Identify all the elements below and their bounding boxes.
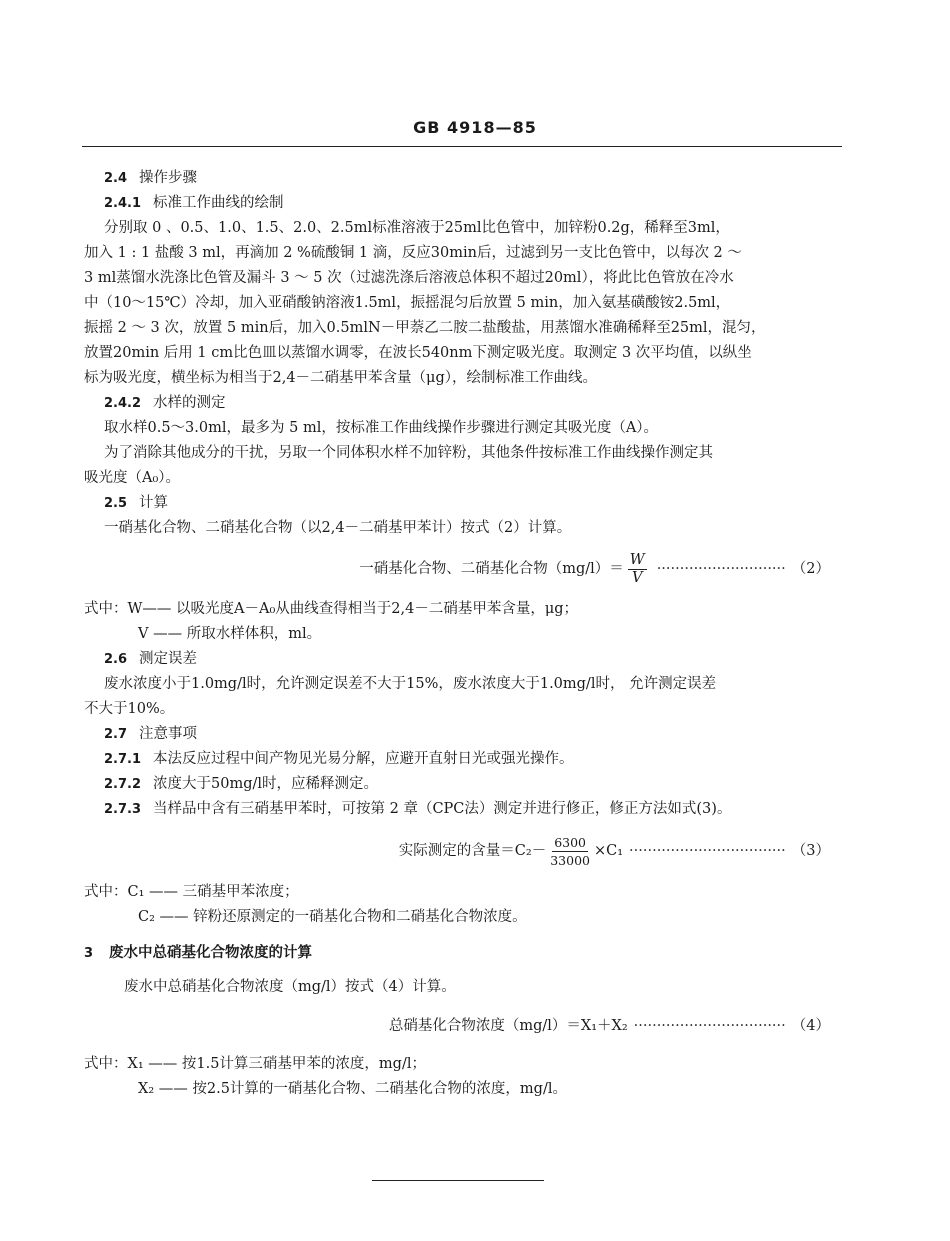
section-2-4-2-heading <box>84 391 836 416</box>
section-2-7-heading <box>84 722 836 747</box>
definition: C₁ —— 三硝基甲苯浓度； <box>127 884 299 900</box>
paragraph-line: 废水浓度小于1.0mg/l时，允许测定误差不大于15%，废水浓度大于1.0mg/l时， 允许测定误差 <box>104 676 717 692</box>
leader-dots: ································· <box>633 1017 786 1034</box>
list-item <box>84 772 836 797</box>
fraction-numerator: 6300 <box>554 834 586 850</box>
formula-fraction <box>550 834 590 869</box>
item-number: 2.7.3 <box>104 802 142 817</box>
section-number: 2.4 <box>104 171 128 186</box>
fraction-denominator: V <box>632 569 643 586</box>
list-item <box>84 747 836 772</box>
section-2-4-1-heading <box>84 191 836 216</box>
standard-code-header: GB 4918—85 <box>413 118 537 137</box>
section-number: 3 <box>84 946 94 961</box>
definition: W—— 以吸光度A－A₀从曲线查得相当于2,4－二硝基甲苯含量，μg； <box>127 601 579 617</box>
section-2-4-1-paragraph <box>84 216 836 391</box>
where-w-line <box>84 597 836 622</box>
definition: X₂ —— 按2.5计算的一硝基化合物、二硝基化合物的浓度，mg/l。 <box>138 1081 567 1097</box>
formula-number: （2） <box>791 560 830 577</box>
paragraph-line: 废水中总硝基化合物浓度（mg/l）按式（4）计算。 <box>124 979 456 995</box>
section-title: 标准工作曲线的绘制 <box>153 195 284 211</box>
section-title: 测定误差 <box>139 651 198 667</box>
paragraph-line: 取水样0.5～3.0ml，最多为 5 ml，按标准工作曲线操作步骤进行测定其吸光度（A）。 <box>104 420 659 436</box>
section-2-4-heading <box>84 166 836 191</box>
paragraph-line: 振摇 2 ～ 3 次，放置 5 min后，加入0.5mlN－甲萘乙二胺二盐酸盐，用蒸馏水准确稀释至25ml，混匀， <box>84 320 766 336</box>
list-item <box>84 797 836 822</box>
paragraph-line: 标为吸光度，横坐标为相当于2,4－二硝基甲苯含量（μg），绘制标准工作曲线。 <box>84 370 598 386</box>
leader-dots: ···························· <box>656 560 786 577</box>
item-text: 浓度大于50mg/l时，应稀释测定。 <box>153 776 379 792</box>
paragraph-line: 吸光度（A₀）。 <box>84 470 181 486</box>
formula-number: （4） <box>791 1017 830 1034</box>
item-text: 当样品中含有三硝基甲苯时，可按第 2 章（CPC法）测定并进行修正，修正方法如式(3)。 <box>153 801 732 817</box>
section-title: 水样的测定 <box>153 395 226 411</box>
document-body <box>84 166 836 1102</box>
formula-2 <box>84 551 836 587</box>
definition: X₁ —— 按1.5计算三硝基甲苯的浓度，mg/l； <box>127 1056 426 1072</box>
definition: V —— 所取水样体积，ml。 <box>138 626 322 642</box>
header-rule <box>82 146 842 147</box>
footer-rule <box>372 1180 544 1181</box>
paragraph-line: 不大于10%。 <box>84 701 175 717</box>
formula-lhs: 实际测定的含量＝C₂－ <box>398 842 547 859</box>
formula-rhs: ×C₁ <box>593 842 624 859</box>
item-text: 本法反应过程中间产物见光易分解，应避开直射日光或强光操作。 <box>153 751 574 767</box>
fraction-denominator: 33000 <box>550 852 590 868</box>
where-label: 式中： <box>84 1056 128 1072</box>
paragraph-line: 3 ml蒸馏水洗涤比色管及漏斗 3 ～ 5 次（过滤洗涤后溶液总体积不超过20ml），将此比色管放在冷水 <box>84 270 734 286</box>
item-number: 2.7.1 <box>104 752 142 767</box>
where-label: 式中： <box>84 884 128 900</box>
where-c1-line <box>84 880 836 905</box>
section-number: 2.4.2 <box>104 396 142 411</box>
section-title: 废水中总硝基化合物浓度的计算 <box>109 944 313 961</box>
paragraph-line: 加入 1 : 1 盐酸 3 ml，再滴加 2 %硫酸铜 1 滴，反应30min后，过滤到另一支比色管中，以每次 2 ～ <box>84 245 742 261</box>
formula-number: （3） <box>791 842 830 859</box>
fraction-numerator: W <box>629 551 645 568</box>
item-number: 2.7.2 <box>104 777 142 792</box>
section-number: 2.4.1 <box>104 196 142 211</box>
where-x1-line <box>84 1052 836 1077</box>
section-2-5-heading <box>84 491 836 516</box>
paragraph-line: 放置20min 后用 1 cm比色皿以蒸馏水调零，在波长540nm下测定吸光度。取测定 3 次平均值，以纵坐 <box>84 345 752 361</box>
section-3-heading <box>84 940 836 965</box>
formula-3 <box>84 832 836 870</box>
paragraph-line: 为了消除其他成分的干扰，另取一个同体积水样不加锌粉，其他条件按标准工作曲线操作测定其 <box>104 445 713 461</box>
formula-lhs: 总硝基化合物浓度（mg/l）＝X₁＋X₂ <box>388 1017 628 1034</box>
where-label: 式中： <box>84 601 128 617</box>
section-title: 操作步骤 <box>139 170 198 186</box>
section-title: 计算 <box>139 495 169 511</box>
formula-lhs: 一硝基化合物、二硝基化合物（mg/l）＝ <box>359 560 624 577</box>
definition: C₂ —— 锌粉还原测定的一硝基化合物和二硝基化合物浓度。 <box>138 909 527 925</box>
paragraph-line: 一硝基化合物、二硝基化合物（以2,4－二硝基甲苯计）按式（2）计算。 <box>104 520 572 536</box>
formula-fraction <box>628 552 647 587</box>
section-title: 注意事项 <box>139 726 198 742</box>
formula-4 <box>84 1010 836 1042</box>
paragraph-line: 中（10～15℃）冷却，加入亚硝酸钠溶液1.5ml，振摇混匀后放置 5 min，加入氨基磺酸铵2.5ml， <box>84 295 731 311</box>
paragraph-line: 分别取 0 、0.5、1.0、1.5、2.0、2.5ml标准溶液于25ml比色管中，加锌粉0.2g，稀释至3ml， <box>104 220 730 236</box>
section-number: 2.6 <box>104 652 128 667</box>
section-number: 2.5 <box>104 496 128 511</box>
section-2-6-heading <box>84 647 836 672</box>
section-number: 2.7 <box>104 727 128 742</box>
leader-dots: ·································· <box>629 842 786 859</box>
